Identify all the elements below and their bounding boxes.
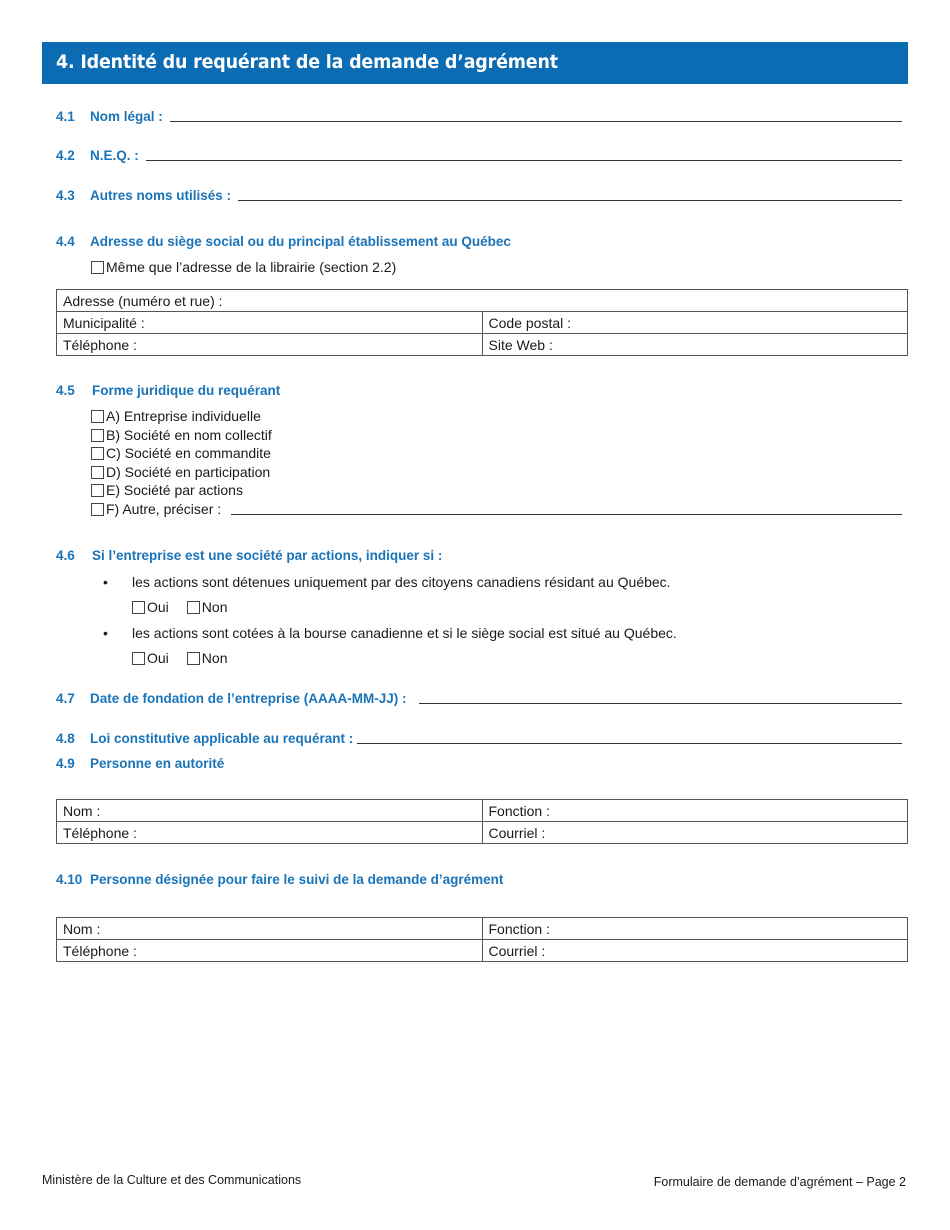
head-office-table: [56, 289, 908, 356]
follow-up-heading: [56, 872, 503, 887]
address-field[interactable]: Adresse (numéro et rue) :: [57, 290, 908, 312]
legal-form-heading: [56, 383, 280, 398]
legal-form-option[interactable]: [91, 427, 272, 443]
legal-form-option-label: B) Société en nom collectif: [106, 427, 272, 443]
corporation-heading: [56, 548, 442, 563]
question-text: les actions sont cotées à la bourse canadienne et si le siège social est situé au Québec.: [132, 625, 677, 641]
legal-form-checkbox[interactable]: [91, 429, 104, 442]
website-field[interactable]: Site Web :: [482, 334, 907, 356]
constitutive-law-row: [56, 730, 902, 746]
legal-form-checkbox[interactable]: [91, 466, 104, 479]
no-label: Non: [201, 599, 228, 615]
founding-date-input[interactable]: [419, 690, 902, 704]
follow-up-name-field[interactable]: Nom :: [57, 918, 483, 940]
question-2-answer: [132, 650, 227, 666]
legal-form-option-label: C) Société en commandite: [106, 445, 271, 461]
field-number: 4.2: [56, 148, 75, 163]
other-names-input[interactable]: [238, 187, 902, 201]
authority-name-field[interactable]: Nom :: [57, 800, 483, 822]
legal-form-option-label: D) Société en participation: [106, 464, 271, 480]
legal-form-checkbox[interactable]: [91, 447, 104, 460]
field-number: 4.9: [56, 756, 75, 771]
legal-form-checkbox[interactable]: [91, 410, 104, 423]
field-number: 4.10: [56, 872, 83, 887]
corporation-question-1: [103, 574, 671, 590]
yes-checkbox[interactable]: [132, 601, 145, 614]
authority-function-field[interactable]: Fonction :: [482, 800, 908, 822]
same-as-bookstore-label: Même que l’adresse de la librairie (section 2.2): [106, 259, 397, 275]
legal-form-option[interactable]: [91, 408, 261, 424]
same-as-bookstore-option[interactable]: [91, 259, 396, 275]
field-number: 4.3: [56, 188, 75, 203]
follow-up-table: [56, 917, 908, 962]
legal-form-option-label: A) Entreprise individuelle: [106, 408, 261, 424]
yes-label: Oui: [147, 650, 169, 666]
authority-phone-field[interactable]: Téléphone :: [57, 822, 483, 844]
no-checkbox[interactable]: [187, 601, 200, 614]
corporation-label: Si l’entreprise est une société par actions, indiquer si :: [92, 548, 443, 563]
legal-name-row: [56, 108, 902, 124]
field-number: 4.8: [56, 731, 75, 746]
neq-row: [56, 147, 902, 163]
legal-form-option[interactable]: [91, 445, 271, 461]
legal-form-label: Forme juridique du requérant: [92, 383, 281, 398]
legal-form-option-label: F) Autre, préciser :: [106, 501, 222, 517]
head-office-heading: [56, 234, 511, 249]
constitutive-law-label: Loi constitutive applicable au requérant :: [90, 731, 354, 746]
bullet: •: [103, 625, 108, 641]
follow-up-phone-field[interactable]: Téléphone :: [57, 940, 483, 962]
same-as-bookstore-checkbox[interactable]: [91, 261, 104, 274]
other-form-input[interactable]: [231, 501, 902, 515]
field-number: 4.5: [56, 383, 75, 398]
follow-up-function-field[interactable]: Fonction :: [482, 918, 908, 940]
section-header: [42, 42, 908, 84]
field-number: 4.4: [56, 234, 75, 249]
no-checkbox[interactable]: [187, 652, 200, 665]
section-title: 4. Identité du requérant de la demande d’agrément: [56, 51, 558, 73]
founding-date-label: Date de fondation de l’entreprise (AAAA-MM-JJ) :: [90, 691, 407, 706]
authority-heading: [56, 756, 224, 771]
neq-input[interactable]: [146, 147, 902, 161]
yes-label: Oui: [147, 599, 169, 615]
footer-ministry: Ministère de la Culture et des Communications: [42, 1173, 302, 1187]
corporation-question-2: [103, 625, 677, 641]
constitutive-law-input[interactable]: [357, 730, 902, 744]
municipality-field[interactable]: Municipalité :: [57, 312, 483, 334]
other-names-row: [56, 187, 902, 203]
authority-table: [56, 799, 908, 844]
legal-form-checkbox[interactable]: [91, 484, 104, 497]
authority-label: Personne en autorité: [90, 756, 225, 771]
legal-form-option-label: E) Société par actions: [106, 482, 243, 498]
question-1-answer: [132, 599, 227, 615]
bullet: •: [103, 574, 108, 590]
field-number: 4.1: [56, 109, 75, 124]
legal-form-option[interactable]: [91, 464, 270, 480]
no-label: Non: [201, 650, 228, 666]
legal-form-checkbox[interactable]: [91, 503, 104, 516]
head-office-label: Adresse du siège social ou du principal établissement au Québec: [90, 234, 511, 249]
legal-name-label: Nom légal :: [90, 109, 163, 124]
field-number: 4.6: [56, 548, 75, 563]
postal-code-field[interactable]: Code postal :: [482, 312, 907, 334]
neq-label: N.E.Q. :: [90, 148, 139, 163]
authority-email-field[interactable]: Courriel :: [482, 822, 908, 844]
question-text: les actions sont détenues uniquement par des citoyens canadiens résidant au Québec.: [132, 574, 671, 590]
follow-up-email-field[interactable]: Courriel :: [482, 940, 908, 962]
field-number: 4.7: [56, 691, 75, 706]
other-names-label: Autres noms utilisés :: [90, 188, 232, 203]
follow-up-label: Personne désignée pour faire le suivi de la demande d’agrément: [90, 872, 504, 887]
phone-field[interactable]: Téléphone :: [57, 334, 483, 356]
founding-date-row: [56, 690, 902, 706]
legal-form-option-other[interactable]: [91, 501, 902, 517]
legal-name-input[interactable]: [170, 108, 902, 122]
yes-checkbox[interactable]: [132, 652, 145, 665]
legal-form-option[interactable]: [91, 482, 243, 498]
footer-page-number: Formulaire de demande d’agrément – Page 2: [653, 1175, 906, 1189]
